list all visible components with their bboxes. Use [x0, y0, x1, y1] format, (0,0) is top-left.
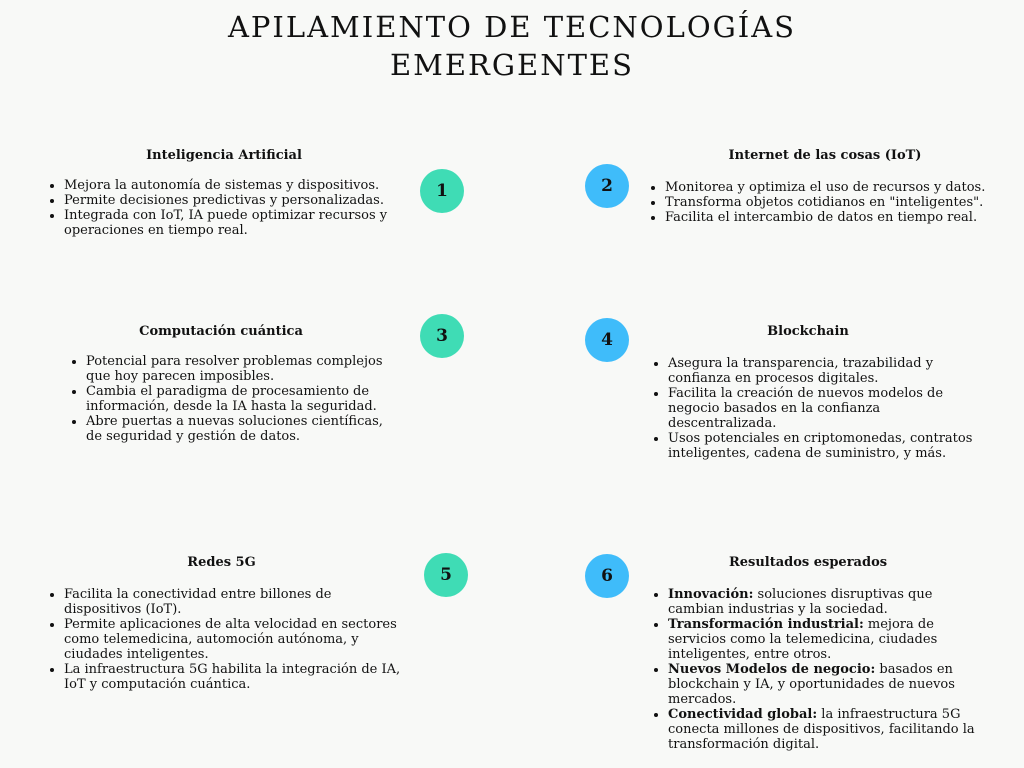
page-title — [0, 8, 1024, 84]
bullet-item — [86, 384, 386, 414]
bullet-item — [86, 414, 386, 444]
bullet-item — [668, 617, 978, 662]
section-blockchain — [648, 324, 978, 461]
bullet-text: Transforma objetos cotidianos en "inteligentes". — [665, 195, 984, 210]
bullet-item — [64, 662, 409, 692]
bullet-item — [64, 178, 414, 193]
bullet-item — [665, 195, 1015, 210]
bullet-list — [44, 178, 414, 238]
section-results — [648, 555, 978, 752]
bullet-term: Transformación industrial: — [668, 617, 864, 632]
bullet-text: Abre puertas a nuevas soluciones científicas, de seguridad y gestión de datos. — [86, 414, 383, 444]
step-circle-2: 2 — [585, 164, 629, 208]
bullet-item — [86, 354, 386, 384]
bullet-item — [668, 386, 978, 431]
bullet-text: Permite decisiones predictivas y personalizadas. — [64, 193, 384, 208]
bullet-item — [668, 431, 978, 461]
bullet-text: soluciones disruptivas que cambian industrias y la sociedad. — [668, 587, 933, 617]
section-ai — [44, 148, 414, 238]
step-circle-3: 3 — [420, 314, 464, 358]
bullet-item — [668, 707, 978, 752]
bullet-item — [64, 587, 409, 617]
step-circle-6: 6 — [585, 554, 629, 598]
bullet-text: la infraestructura 5G conecta millones de dispositivos, facilitando la transformación digital. — [668, 707, 975, 752]
bullet-item — [665, 180, 1015, 195]
section-iot — [645, 148, 1015, 225]
bullet-text: Permite aplicaciones de alta velocidad en sectores como telemedicina, automoción autónoma, y ciudades inteligentes. — [64, 617, 397, 662]
step-circle-5: 5 — [424, 553, 468, 597]
bullet-text: Monitorea y optimiza el uso de recursos y datos. — [665, 180, 986, 195]
bullet-text: Integrada con IoT, IA puede optimizar recursos y operaciones en tiempo real. — [64, 208, 388, 238]
bullet-text: La infraestructura 5G habilita la integración de IA, IoT y computación cuántica. — [64, 662, 401, 692]
bullet-text: Asegura la transparencia, trazabilidad y confianza en procesos digitales. — [668, 356, 934, 386]
bullet-item — [668, 662, 978, 707]
step-circle-1: 1 — [420, 169, 464, 213]
bullet-list — [648, 587, 978, 752]
section-heading: Redes 5G — [187, 555, 256, 570]
bullet-text: Cambia el paradigma de procesamiento de información, desde la IA hasta la seguridad. — [86, 384, 377, 414]
bullet-item — [668, 356, 978, 386]
bullet-list — [648, 356, 978, 461]
bullet-item — [665, 210, 1015, 225]
section-heading: Inteligencia Artificial — [146, 148, 302, 163]
bullet-item — [668, 587, 978, 617]
bullet-text: Facilita la creación de nuevos modelos de negocio basados en la confianza descentralizada. — [668, 386, 944, 431]
bullet-item — [64, 193, 414, 208]
section-heading: Resultados esperados — [728, 555, 888, 570]
title-line-2: EMERGENTES — [390, 48, 634, 82]
bullet-text: mejora de servicios como la telemedicina, ciudades inteligentes, entre otros. — [668, 617, 938, 662]
bullet-text: Potencial para resolver problemas complejos que hoy parecen imposibles. — [86, 354, 383, 384]
bullet-item — [64, 208, 414, 238]
bullet-text: Facilita la conectividad entre billones de dispositivos (IoT). — [64, 587, 332, 617]
bullet-list — [645, 180, 1015, 225]
bullet-text: basados en blockchain y IA, y oportunidades de nuevos mercados. — [668, 662, 955, 707]
bullet-term: Conectividad global: — [668, 707, 818, 722]
title-line-1: APILAMIENTO DE TECNOLOGÍAS — [227, 10, 797, 44]
bullet-list — [44, 587, 409, 692]
bullet-term: Nuevos Modelos de negocio: — [668, 662, 876, 677]
section-5g — [44, 555, 409, 692]
section-heading: Internet de las cosas (IoT) — [728, 148, 922, 163]
step-circle-4: 4 — [585, 318, 629, 362]
bullet-list — [66, 354, 386, 444]
section-heading: Blockchain — [767, 324, 849, 339]
bullet-text: Usos potenciales en criptomonedas, contratos inteligentes, cadena de suministro, y más. — [668, 431, 973, 461]
bullet-text: Mejora la autonomía de sistemas y dispositivos. — [64, 178, 380, 193]
bullet-term: Innovación: — [668, 587, 754, 602]
section-heading: Computación cuántica — [139, 324, 303, 339]
section-quantum — [66, 324, 386, 444]
bullet-item — [64, 617, 409, 662]
bullet-text: Facilita el intercambio de datos en tiempo real. — [665, 210, 978, 225]
